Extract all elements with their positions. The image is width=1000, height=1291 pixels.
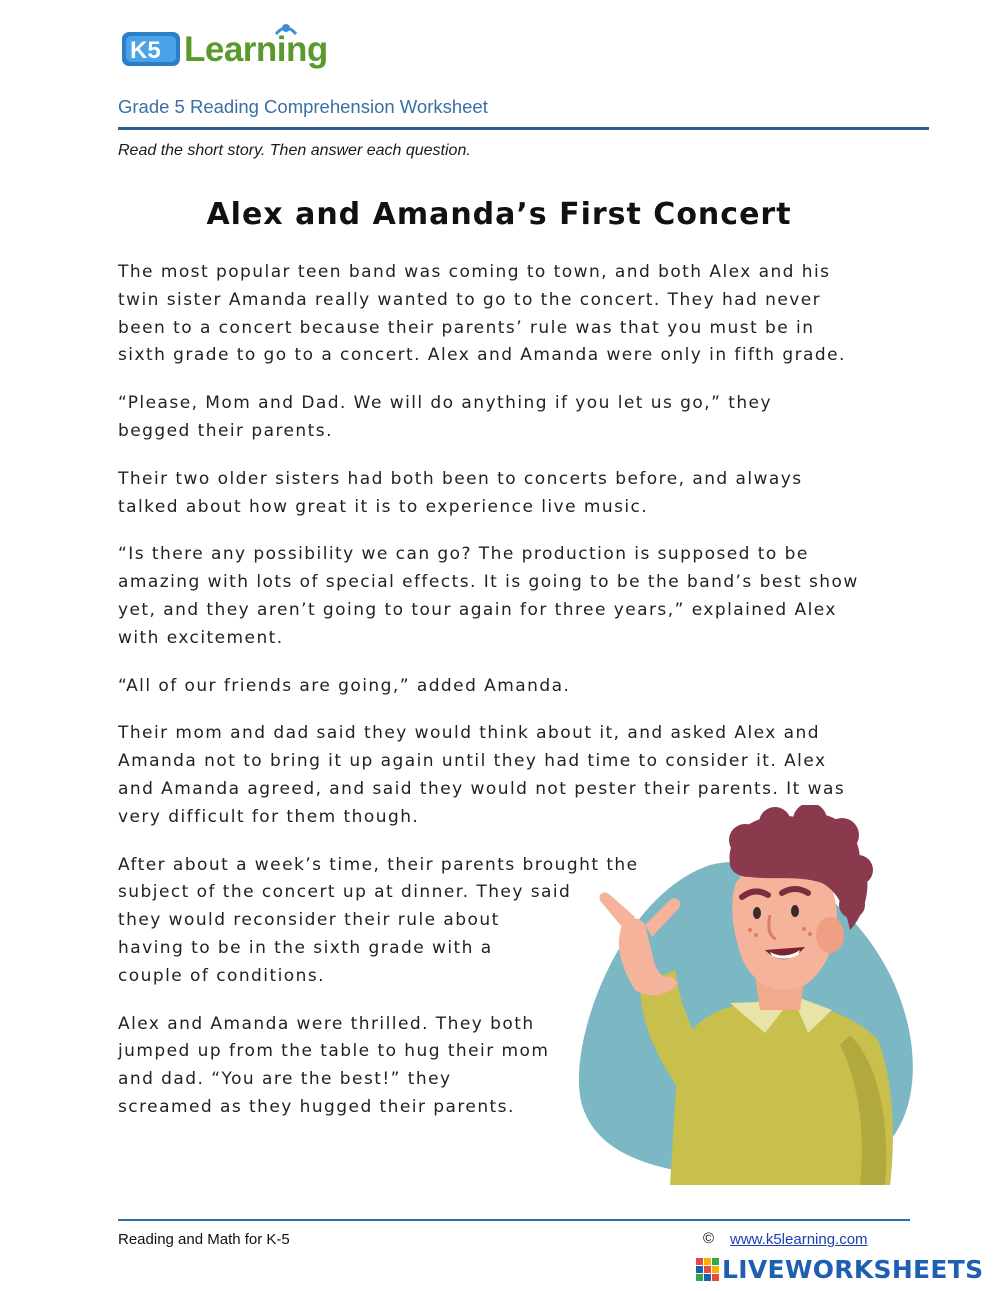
- logo-wordmark: Learning: [184, 30, 328, 69]
- story-line: having to be in the sixth grade with a: [118, 937, 493, 958]
- story-line: twin sister Amanda really wanted to go to the concert. They had never: [118, 289, 822, 310]
- story-line: Alex and Amanda were thrilled. They both: [118, 1013, 535, 1034]
- footer-divider: [118, 1219, 910, 1221]
- copyright-symbol: ©: [703, 1230, 715, 1247]
- story-line: Their two older sisters had both been to concerts before, and always: [118, 468, 803, 489]
- story-line: screamed as they hugged their parents.: [118, 1096, 515, 1117]
- story-title: Alex and Amanda’s First Concert: [206, 197, 792, 232]
- story-line: talked about how great it is to experience live music.: [118, 496, 649, 517]
- story-line: “Is there any possibility we can go? The production is supposed to be: [118, 544, 809, 565]
- footer-tagline: Reading and Math for K-5: [118, 1231, 290, 1248]
- story-line: After about a week’s time, their parents brought the: [118, 854, 639, 875]
- story-line: and dad. “You are the best!” they: [118, 1069, 452, 1090]
- story-line: “Please, Mom and Dad. We will do anything if you let us go,” they: [118, 393, 772, 414]
- k5learning-link[interactable]: www.k5learning.com: [730, 1231, 868, 1248]
- k5-learning-logo: [118, 18, 333, 76]
- story-line: amazing with lots of special effects. It is going to be the band’s best show: [118, 572, 859, 593]
- story-line: with excitement.: [118, 627, 284, 648]
- story-line: couple of conditions.: [118, 965, 325, 986]
- paragraph: [118, 390, 898, 446]
- story-line: and Amanda agreed, and said they would not pester their parents. It was: [118, 778, 846, 799]
- liveworksheets-brand: [696, 1255, 996, 1285]
- paragraph: [118, 673, 898, 701]
- story-line: jumped up from the table to hug their mom: [118, 1041, 550, 1062]
- paragraph: [118, 259, 898, 370]
- instructions: Read the short story. Then answer each question.: [118, 142, 471, 159]
- story-line: been to a concert because their parents’ rule was that you must be in: [118, 317, 815, 338]
- story-line: The most popular teen band was coming to town, and both Alex and his: [118, 262, 831, 282]
- story-line: sixth grade to go to a concert. Alex and Amanda were only in fifth grade.: [118, 345, 846, 366]
- paragraph: [118, 541, 898, 652]
- liveworksheets-logo-icon: [696, 1258, 720, 1282]
- story-line: Amanda not to bring it up again until they had time to consider it. Alex: [118, 751, 827, 772]
- story-line: begged their parents.: [118, 420, 333, 441]
- story-line: they would reconsider their rule about: [118, 910, 500, 931]
- header-divider: [118, 127, 929, 130]
- boy-pointing-illustration: [560, 805, 920, 1185]
- story-line: Their mom and dad said they would think about it, and asked Alex and: [118, 723, 820, 744]
- svg-text:K5: K5: [130, 37, 161, 64]
- liveworksheets-wordmark: LIVEWORKSHEETS: [722, 1255, 984, 1284]
- story-line: very difficult for them though.: [118, 806, 420, 827]
- story-line: subject of the concert up at dinner. They said: [118, 882, 572, 903]
- story-line: “All of our friends are going,” added Amanda.: [118, 675, 571, 696]
- paragraph: [118, 466, 898, 522]
- story-line: yet, and they aren’t going to tour again for three years,” explained Alex: [118, 599, 837, 620]
- worksheet-subtitle: Grade 5 Reading Comprehension Worksheet: [118, 96, 488, 117]
